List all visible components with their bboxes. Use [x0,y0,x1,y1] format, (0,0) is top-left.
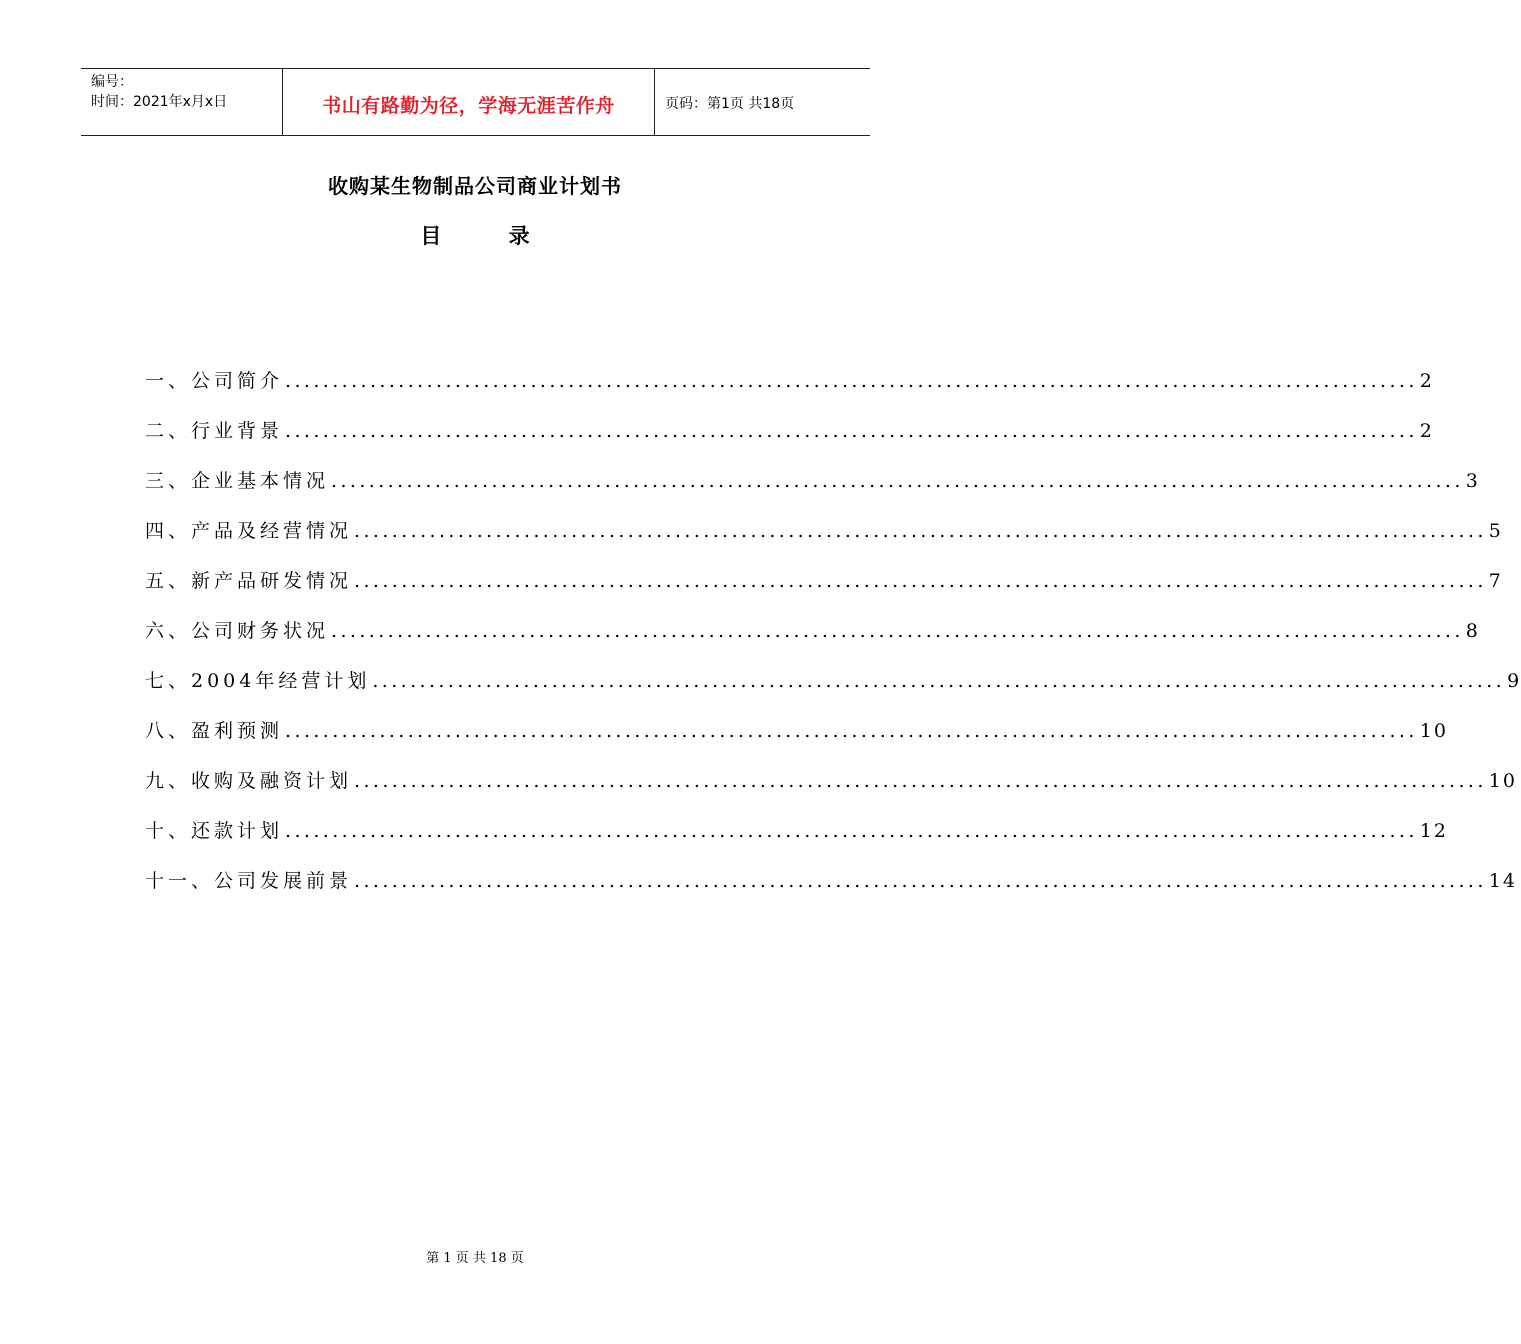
toc-leader-dots: ........................................................................................................................ [354,520,1487,542]
toc-leader-dots: ........................................................................................................................ [331,470,1464,492]
toc-entry-label: 六、公司财务状况 [145,620,330,642]
toc-entry-page: 12 [1419,820,1448,842]
document-title: 收购某生物制品公司商业计划书 [328,174,622,198]
toc-leader-dots: ........................................................................................................................ [285,370,1418,392]
date-label: 时间：2021年x月x日 [91,94,228,110]
toc-entry-label: 九、收购及融资计划 [145,770,353,792]
toc-leader-dots: ........................................................................................................................ [354,770,1487,792]
table-of-contents [145,366,1521,916]
toc-entry-page: 10 [1488,770,1517,792]
toc-entry-page: 10 [1419,720,1448,742]
toc-entry-page: 9 [1507,670,1521,692]
toc-entry[interactable] [145,866,1517,916]
toc-leader-dots: ........................................................................................................................ [372,670,1506,692]
toc-heading: 目 录 [420,224,530,248]
toc-leader-dots: ........................................................................................................................ [354,570,1487,592]
toc-entry[interactable] [145,716,1448,766]
toc-entry-page: 3 [1465,470,1480,492]
toc-entry[interactable] [145,816,1448,866]
toc-entry-page: 7 [1488,570,1503,592]
toc-leader-dots: ........................................................................................................................ [331,620,1464,642]
serial-number-label: 编号： [91,74,133,90]
toc-entry-label: 三、企业基本情况 [145,470,330,492]
header-meta [81,69,282,135]
toc-entry[interactable] [145,666,1521,716]
toc-entry[interactable] [145,566,1503,616]
toc-leader-dots: ........................................................................................................................ [285,820,1418,842]
toc-entry-label: 八、盈利预测 [145,720,284,742]
toc-entry-page: 2 [1419,420,1434,442]
toc-entry-label: 二、行业背景 [145,420,284,442]
toc-entry-label: 十、还款计划 [145,820,284,842]
header-motto: 书山有路勤为径，学海无涯苦作舟 [282,69,655,135]
header-page-info: 页码：第1页 共18页 [665,96,795,112]
toc-entry[interactable] [145,516,1503,566]
page-footer: 第 1 页 共 18 页 [426,1251,524,1266]
toc-entry-label: 七、2004年经营计划 [145,670,371,692]
toc-leader-dots: ........................................................................................................................ [285,720,1418,742]
toc-entry[interactable] [145,616,1480,666]
toc-entry-label: 五、新产品研发情况 [145,570,353,592]
toc-entry[interactable] [145,366,1434,416]
toc-entry-label: 四、产品及经营情况 [145,520,353,542]
page-header [81,68,870,136]
toc-entry-page: 2 [1419,370,1434,392]
toc-entry-page: 5 [1488,520,1503,542]
toc-entry-label: 一、公司简介 [145,370,284,392]
toc-entry[interactable] [145,466,1480,516]
toc-entry-label: 十一、公司发展前景 [145,870,353,892]
toc-leader-dots: ........................................................................................................................ [285,420,1418,442]
toc-entry-page: 14 [1488,870,1517,892]
toc-leader-dots: ........................................................................................................................ [354,870,1487,892]
toc-entry[interactable] [145,416,1434,466]
toc-entry[interactable] [145,766,1517,816]
toc-entry-page: 8 [1465,620,1480,642]
